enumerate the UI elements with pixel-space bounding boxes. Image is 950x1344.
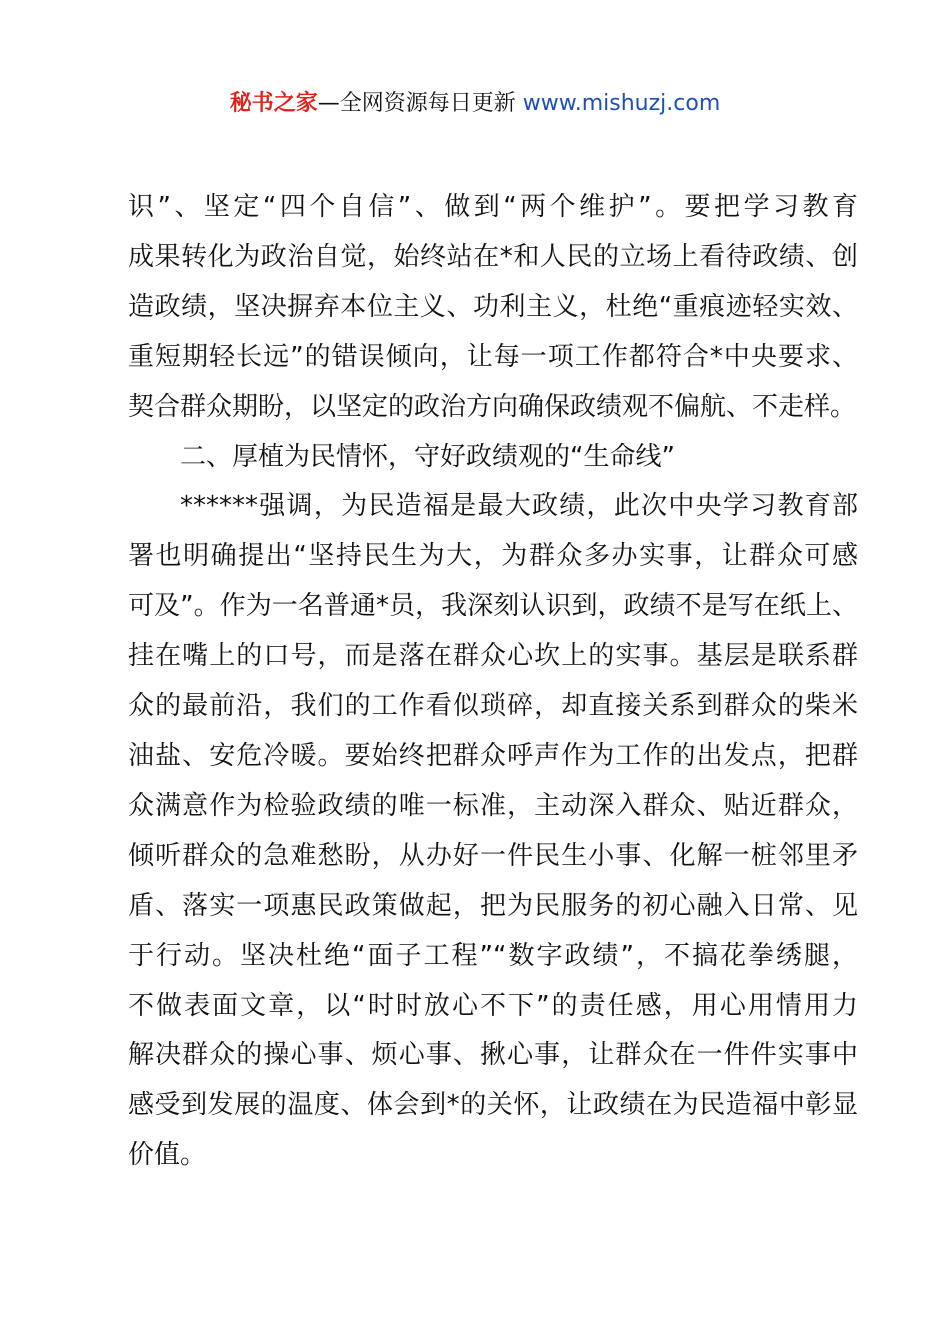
section-heading: 二、厚植为民情怀，守好政绩观的“生命线”: [180, 441, 675, 472]
text-line: 重短期轻长远”的错误倾向，让每一项工作都符合*中央要求、: [128, 341, 858, 372]
header-url-link[interactable]: www.mishuzj.com: [522, 91, 721, 116]
text-line: 感受到发展的温度、体会到*的关怀，让政绩在为民造福中彰显: [128, 1090, 858, 1121]
text-line: ******强调，为民造福是最大政绩，此次中央学习教育部: [180, 491, 858, 522]
header-tagline: —全网资源每日更新: [317, 91, 523, 116]
text-line: 油盐、安危冷暖。要始终把群众呼声作为工作的出发点，把群: [128, 740, 858, 771]
text-line: 于行动。坚决杜绝“面子工程”“数字政绩”，不搞花拳绣腿，: [128, 940, 858, 971]
text-line: 价值。: [128, 1140, 207, 1171]
text-line: 署也明确提出“坚持民生为大，为群众多办实事，让群众可感: [128, 541, 858, 572]
text-line: 契合群众期盼，以坚定的政治方向确保政绩观不偏航、不走样。: [128, 391, 857, 422]
text-line: 可及”。作为一名普通*员，我深刻认识到，政绩不是写在纸上、: [128, 591, 858, 622]
text-line: 挂在嘴上的口号，而是落在群众心坎上的实事。基层是联系群: [128, 641, 858, 672]
text-line: 造政绩，坚决摒弃本位主义、功利主义，杜绝“重痕迹轻实效、: [128, 291, 858, 322]
text-line: 成果转化为政治自觉，始终站在*和人民的立场上看待政绩、创: [128, 241, 858, 272]
text-line: 众的最前沿，我们的工作看似琐碎，却直接关系到群众的柴米: [128, 691, 858, 722]
brand-name: 秘书之家: [229, 91, 318, 116]
text-line: 解决群众的操心事、烦心事、揪心事，让群众在一件件实事中: [128, 1040, 858, 1071]
text-line: 倾听群众的急难愁盼，从办好一件民生小事、化解一桩邻里矛: [128, 840, 858, 871]
document-body: [128, 183, 858, 1181]
page-header: [0, 86, 950, 122]
text-line: 众满意作为检验政绩的唯一标准，主动深入群众、贴近群众，: [128, 790, 858, 821]
text-line: 盾、落实一项惠民政策做起，把为民服务的初心融入日常、见: [128, 890, 858, 921]
text-line: 不做表面文章，以“时时放心不下”的责任感，用心用情用力: [128, 990, 858, 1021]
text-line: 识”、坚定“四个自信”、做到“两个维护”。要把学习教育: [128, 192, 858, 222]
